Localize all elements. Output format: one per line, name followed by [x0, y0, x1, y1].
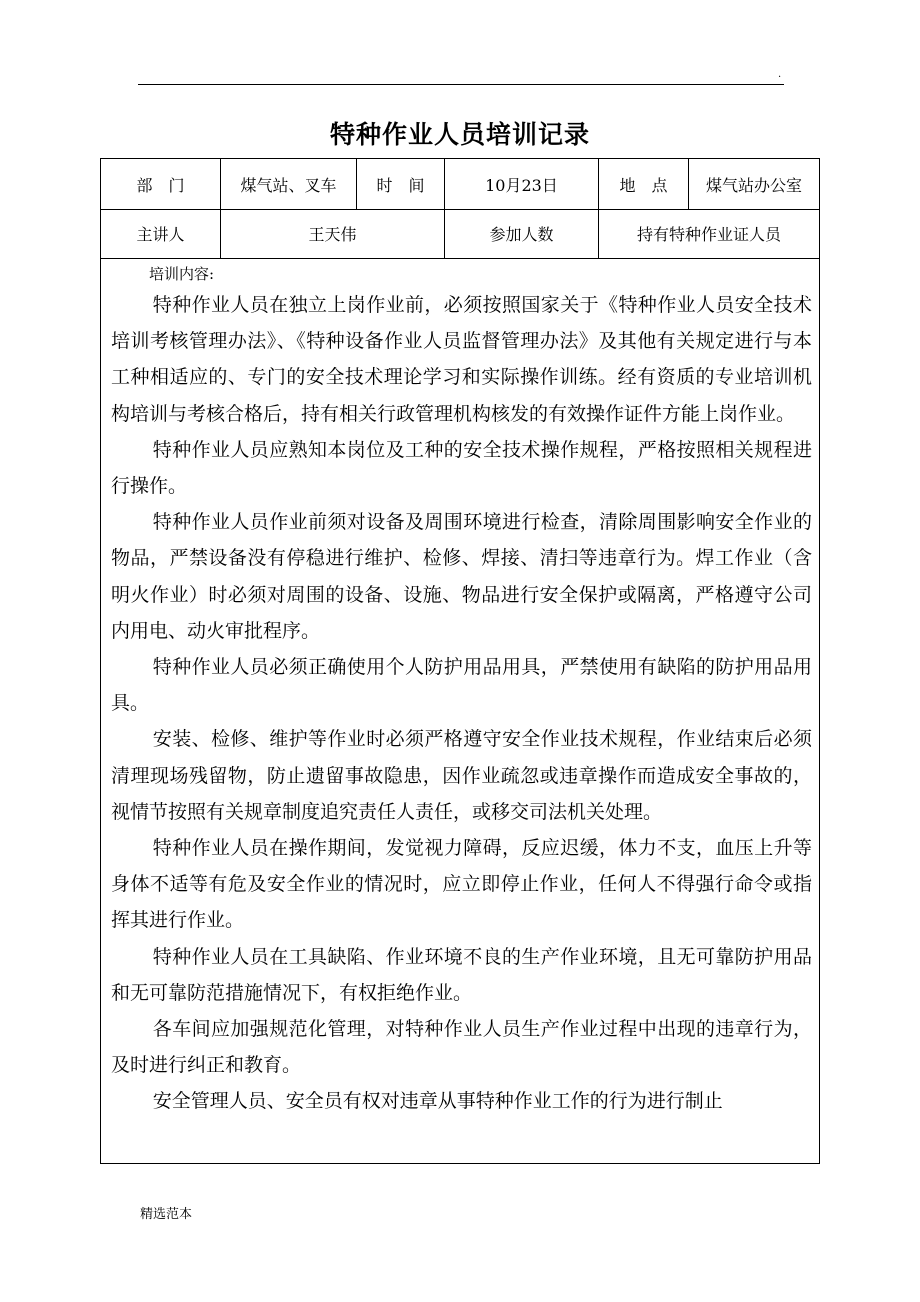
content-paragraph: 安装、检修、维护等作业时必须严格遵守安全作业技术规程，作业结束后必须清理现场残留物，防止遗留事故隐患，因作业疏忽或违章操作而造成安全事故的，视情节按照有关规章制度追究责任人责任，或移交司法机关处理。 [111, 728, 812, 823]
department-label: 部 门 [101, 159, 221, 209]
department-value: 煤气站、叉车 [221, 159, 357, 209]
info-row-1 [101, 159, 819, 210]
attendees-value: 持有特种作业证人员 [636, 225, 781, 244]
header-rule [138, 84, 784, 85]
place-label: 地 点 [599, 159, 689, 209]
attendees-label: 参加人数 [445, 209, 599, 258]
speaker-label: 主讲人 [101, 209, 221, 258]
time-label: 时 间 [357, 159, 445, 209]
content-paragraph: 特种作业人员应熟知本岗位及工种的安全技术操作规程，严格按照相关规程进行操作。 [111, 438, 812, 498]
content-paragraph: 特种作业人员作业前须对设备及周围环境进行检查，清除周围影响安全作业的物品，严禁设备没有停稳进行维护、检修、焊接、清扫等违章行为。焊工作业（含明火作业）时必须对周围的设备、设施、物品进行安全保护或隔离，严格遵守公司内用电、动火审批程序。 [111, 511, 812, 642]
content-paragraph: 特种作业人员在操作期间，发觉视力障碍，反应迟缓，体力不支，血压上升等身体不适等有危及安全作业的情况时，应立即停止作业，任何人不得强行命令或指挥其进行作业。 [111, 837, 812, 932]
content-paragraph: 安全管理人员、安全员有权对违章从事特种作业工作的行为进行制止 [152, 1090, 723, 1113]
content-paragraph: 特种作业人员必须正确使用个人防护用品用具，严禁使用有缺陷的防护用品用具。 [111, 656, 812, 715]
content-paragraph: 各车间应加强规范化管理，对特种作业人员生产作业过程中出现的违章行为，及时进行纠正和教育。 [111, 1018, 812, 1077]
info-row-2 [101, 209, 819, 259]
speaker-value: 王天伟 [221, 209, 445, 258]
training-record-form [100, 158, 820, 1164]
content-label: 培训内容: [149, 265, 215, 283]
place-value: 煤气站办公室 [705, 175, 802, 195]
footer-text: 精选范本 [140, 1207, 193, 1222]
content-paragraph: 特种作业人员在独立上岗作业前，必须按照国家关于《特种作业人员安全技术培训考核管理办法》、《特种设备作业人员监督管理办法》及其他有关规定进行与本工种相适应的、专门的安全技术理论学习和实际操作训练。经有资质的专业培训机构培训与考核合格后，持有相关行政管理机构核发的有效操作证件方能上岗作业。 [111, 294, 812, 425]
page-title: 特种作业人员培训记录 [329, 120, 590, 149]
training-content [111, 287, 812, 1120]
content-paragraph: 特种作业人员在工具缺陷、作业环境不良的生产作业环境，且无可靠防护用品和无可靠防范措施情况下，有权拒绝作业。 [111, 945, 812, 1004]
header-mark: . [778, 69, 782, 80]
time-value: 10月23日 [445, 159, 599, 209]
